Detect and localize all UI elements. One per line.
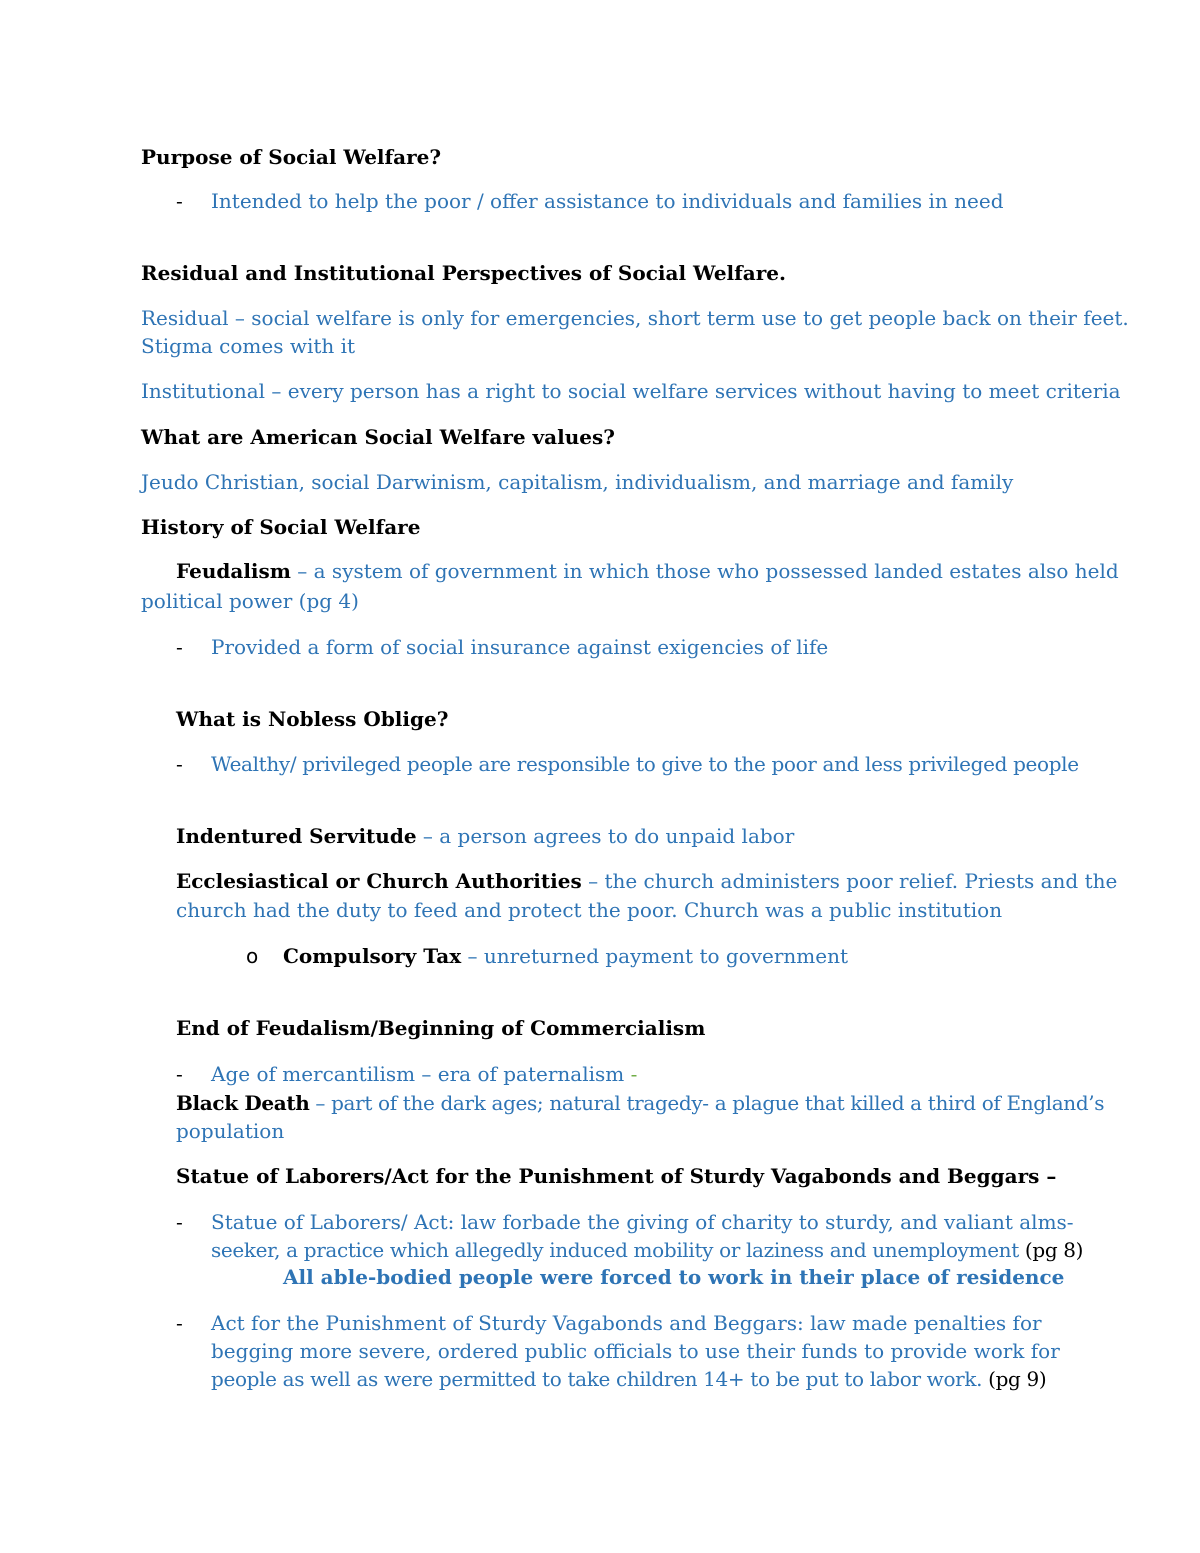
statue-bullet-1-ref: (pg 8) [1024,1238,1084,1262]
term-church: Ecclesiastical or Church Authorities [176,869,582,893]
black-death-line-1 [176,1089,1104,1117]
indentured-definition: – a person agrees to do unpaid labor [416,824,795,848]
institutional-text: Institutional – every person has a right to social welfare services without having to meet criteria [141,379,1121,403]
term-tax: Compulsory Tax [283,944,462,968]
statue-emphasis: All able-bodied people were forced to work in their place of residence [283,1265,1065,1289]
church-line-1 [176,867,1117,895]
heading-history: History of Social Welfare [141,515,421,539]
heading-perspectives: Residual and Institutional Perspectives of Social Welfare. [141,261,786,285]
statue-bullet-1-line-2 [211,1236,1083,1264]
heading-purpose: Purpose of Social Welfare? [141,145,442,169]
feudalism-line-1 [176,557,1119,585]
feudalism-line-2: political power (pg 4) [141,589,359,613]
heading-statue: Statue of Laborers/Act for the Punishment of Sturdy Vagabonds and Beggars – [176,1164,1057,1188]
feudalism-bullet: Provided a form of social insurance against exigencies of life [211,635,829,659]
term-indentured: Indentured Servitude [176,824,417,848]
bullet-dash: - [176,752,183,776]
bullet-dash: - [176,189,183,213]
statue-bullet-2-text: people as well as were permitted to take children 14+ to be put to labor work. [211,1367,989,1391]
heading-end-feudalism: End of Feudalism/Beginning of Commercialism [176,1016,706,1040]
term-black-death: Black Death [176,1091,310,1115]
church-line-2: church had the duty to feed and protect the poor. Church was a public institution [176,898,1003,922]
heading-values: What are American Social Welfare values? [141,425,615,449]
statue-bullet-1-text: seeker, a practice which allegedly induced mobility or laziness and unemployment [211,1238,1025,1262]
statue-bullet-2-line-1: Act for the Punishment of Sturdy Vagabonds and Beggars: law made penalties for [211,1311,1042,1335]
nobless-bullet: Wealthy/ privileged people are responsible to give to the poor and less privileged people [211,752,1079,776]
bullet-dash: - [176,1062,183,1086]
statue-bullet-2-line-3 [211,1365,1046,1393]
feudalism-definition: – a system of government in which those who possessed landed estates also held [290,559,1119,583]
term-feudalism: Feudalism [176,559,291,583]
church-definition: – the church administers poor relief. Priests and the [581,869,1118,893]
residual-line-1: Residual – social welfare is only for emergencies, short term use to get people back on their feet. [141,306,1129,330]
heading-nobless-oblige: What is Nobless Oblige? [176,707,449,731]
tax-definition: – unreturned payment to government [461,944,849,968]
black-death-line-2: population [176,1119,285,1143]
black-death-definition: – part of the dark ages; natural tragedy- a plague that killed a third of England’s [309,1091,1105,1115]
bullet-dash: - [176,1311,183,1335]
mercantilism-bullet: Age of mercantilism – era of paternalism [211,1062,631,1086]
purpose-bullet: Intended to help the poor / offer assistance to individuals and families in need [211,189,1004,213]
residual-line-2: Stigma comes with it [141,334,356,358]
statue-bullet-2-line-2: begging more severe, ordered public officials to use their funds to provide work for [211,1339,1060,1363]
statue-bullet-2-ref: (pg 9) [988,1367,1047,1391]
bullet-dash: - [176,1210,183,1234]
tax-line [283,942,848,970]
bullet-dash: - [176,635,183,659]
mercantilism-line [211,1060,637,1088]
mercantilism-trail: - [630,1062,638,1086]
circle-bullet-icon: o [246,944,259,968]
indentured-line [176,822,794,850]
values-answer: Jeudo Christian, social Darwinism, capitalism, individualism, and marriage and family [141,470,1014,494]
statue-bullet-1-line-1: Statue of Laborers/ Act: law forbade the giving of charity to sturdy, and valiant alms- [211,1210,1074,1234]
